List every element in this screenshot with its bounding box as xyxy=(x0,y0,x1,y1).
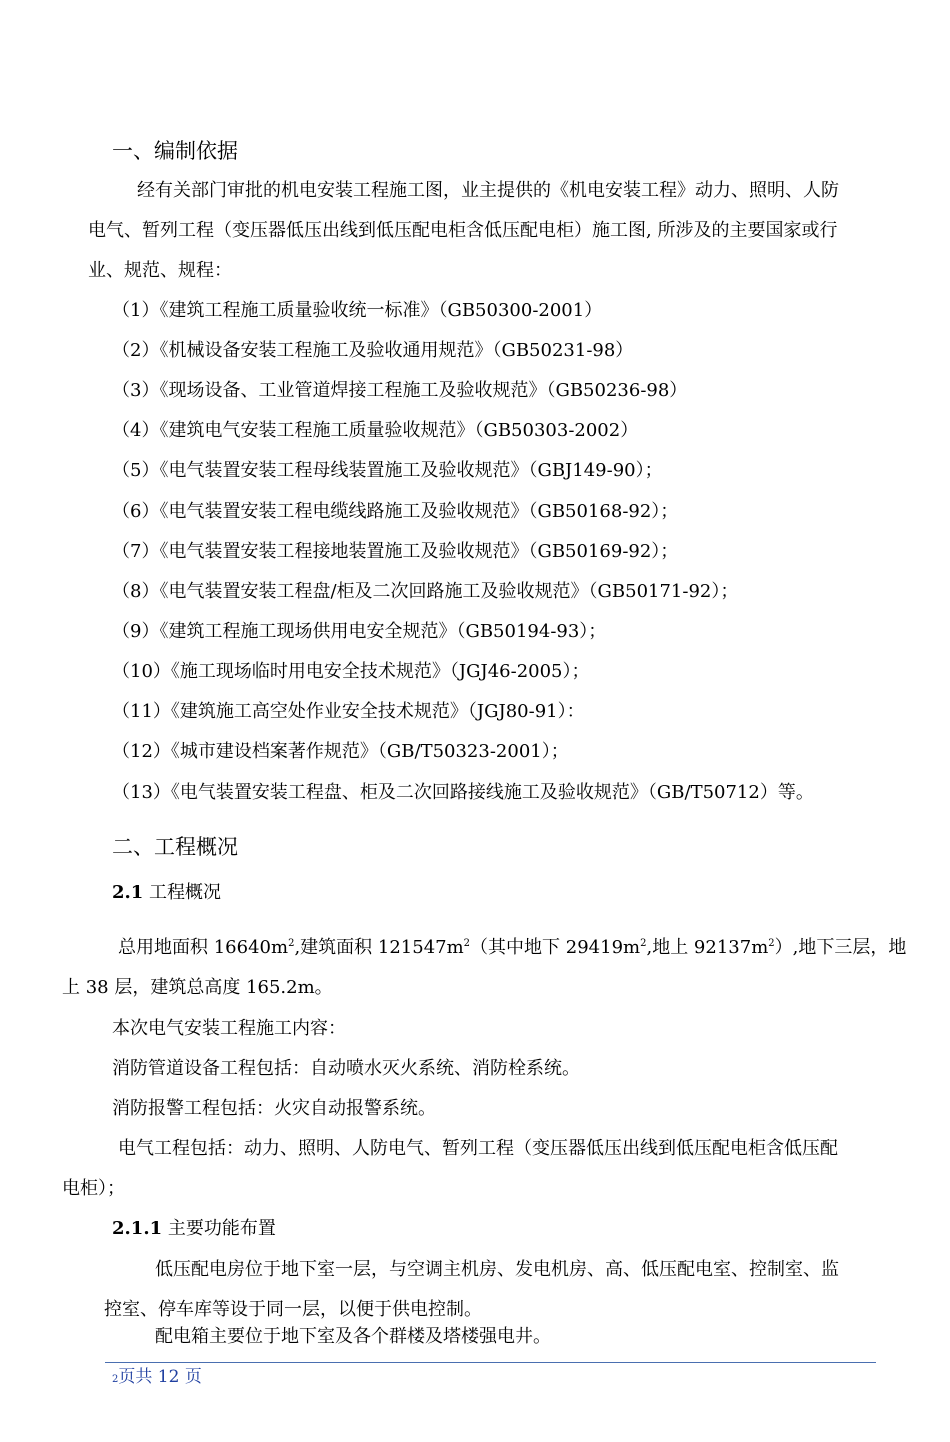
intro-line-3: 业、规范、规程： xyxy=(88,260,232,281)
page-count-text: 页共 12 页 xyxy=(118,1367,202,1387)
subsection-2-1-heading xyxy=(112,881,221,905)
standard-item-11: （11）《建筑施工高空处作业安全技术规范》（JGJ80-91）： xyxy=(112,701,585,722)
standard-item-3: （3）《现场设备、工业管道焊接工程施工及验收规范》（GB50236-98） xyxy=(112,380,688,401)
standard-item-5: （5）《电气装置安装工程母线装置施工及验收规范》（GBJ149-90）； xyxy=(112,460,663,481)
intro-line-1: 经有关部门审批的机电安装工程施工图，业主提供的《机电安装工程》动力、照明、人防 xyxy=(137,180,839,201)
content-label: 本次电气安装工程施工内容： xyxy=(112,1018,346,1039)
layout-line-3: 配电箱主要位于地下室及各个群楼及塔楼强电井。 xyxy=(155,1326,551,1347)
subsection-2-1-1-title: 主要功能布置 xyxy=(162,1218,276,1239)
standard-item-9: （9）《建筑工程施工现场供用电安全规范》（GB50194-93）； xyxy=(112,621,607,642)
subsection-2-1-title: 工程概况 xyxy=(143,882,222,903)
standard-item-4: （4）《建筑电气安装工程施工质量验收规范》（GB50303-2002） xyxy=(112,420,639,441)
standard-item-2: （2）《机械设备安装工程施工及验收通用规范》（GB50231-98） xyxy=(112,340,634,361)
standard-item-13: （13）《电气装置安装工程盘、柜及二次回路接线施工及验收规范》（GB/T50712）等。 xyxy=(112,782,814,803)
intro-line-2: 电气、暂列工程（变压器低压出线到低压配电柜含低压配电柜）施工图, 所涉及的主要国家或行 xyxy=(88,220,838,241)
subsection-2-1-number: 2.1 xyxy=(112,882,144,903)
area-line-1: 总用地面积 $16640m^2$,建筑面积 $121547m^2$（其中地下 $29419m^2$,地上 $92137m^2$）,地下三层，地 xyxy=(118,937,907,958)
standard-item-12: （12）《城市建设档案著作规范》（GB/T50323-2001）； xyxy=(112,741,569,762)
standard-item-8: （8）《电气装置安装工程盘/柜及二次回路施工及验收规范》（GB50171-92）； xyxy=(112,581,739,602)
subsection-2-1-1-number: 2.1.1 xyxy=(112,1218,163,1239)
electrical-scope-line-2: 电柜）； xyxy=(62,1178,125,1199)
electrical-scope-line-1: 电气工程包括：动力、照明、人防电气、暂列工程（变压器低压出线到低压配电柜含低压配 xyxy=(118,1138,838,1159)
section1-heading: 一、编制依据 xyxy=(112,139,238,163)
standard-item-6: （6）《电气装置安装工程电缆线路施工及验收规范》（GB50168-92）； xyxy=(112,501,679,522)
standard-item-10: （10）《施工现场临时用电安全技术规范》（JGJ46-2005）； xyxy=(112,661,590,682)
layout-line-1: 低压配电房位于地下室一层，与空调主机房、发电机房、高、低压配电室、控制室、监 xyxy=(155,1259,839,1280)
fire-alarm-scope: 消防报警工程包括：火灾自动报警系统。 xyxy=(112,1098,436,1119)
standard-item-7: （7）《电气装置安装工程接地装置施工及验收规范》（GB50169-92）； xyxy=(112,541,679,562)
fire-pipe-scope: 消防管道设备工程包括：自动喷水灭火系统、消防栓系统。 xyxy=(112,1058,580,1079)
page-footer xyxy=(112,1365,202,1392)
layout-line-2: 控室、停车库等设于同一层，以便于供电控制。 xyxy=(104,1299,482,1320)
standard-item-1: （1）《建筑工程施工质量验收统一标准》（GB50300-2001） xyxy=(112,300,603,321)
section2-heading: 二、工程概况 xyxy=(112,835,238,859)
footer-rule xyxy=(105,1362,876,1363)
subsection-2-1-1-heading xyxy=(112,1217,276,1241)
area-line-2: 上 38 层，建筑总高度 165.2m。 xyxy=(62,977,333,998)
page-number: 2 xyxy=(112,1374,119,1385)
